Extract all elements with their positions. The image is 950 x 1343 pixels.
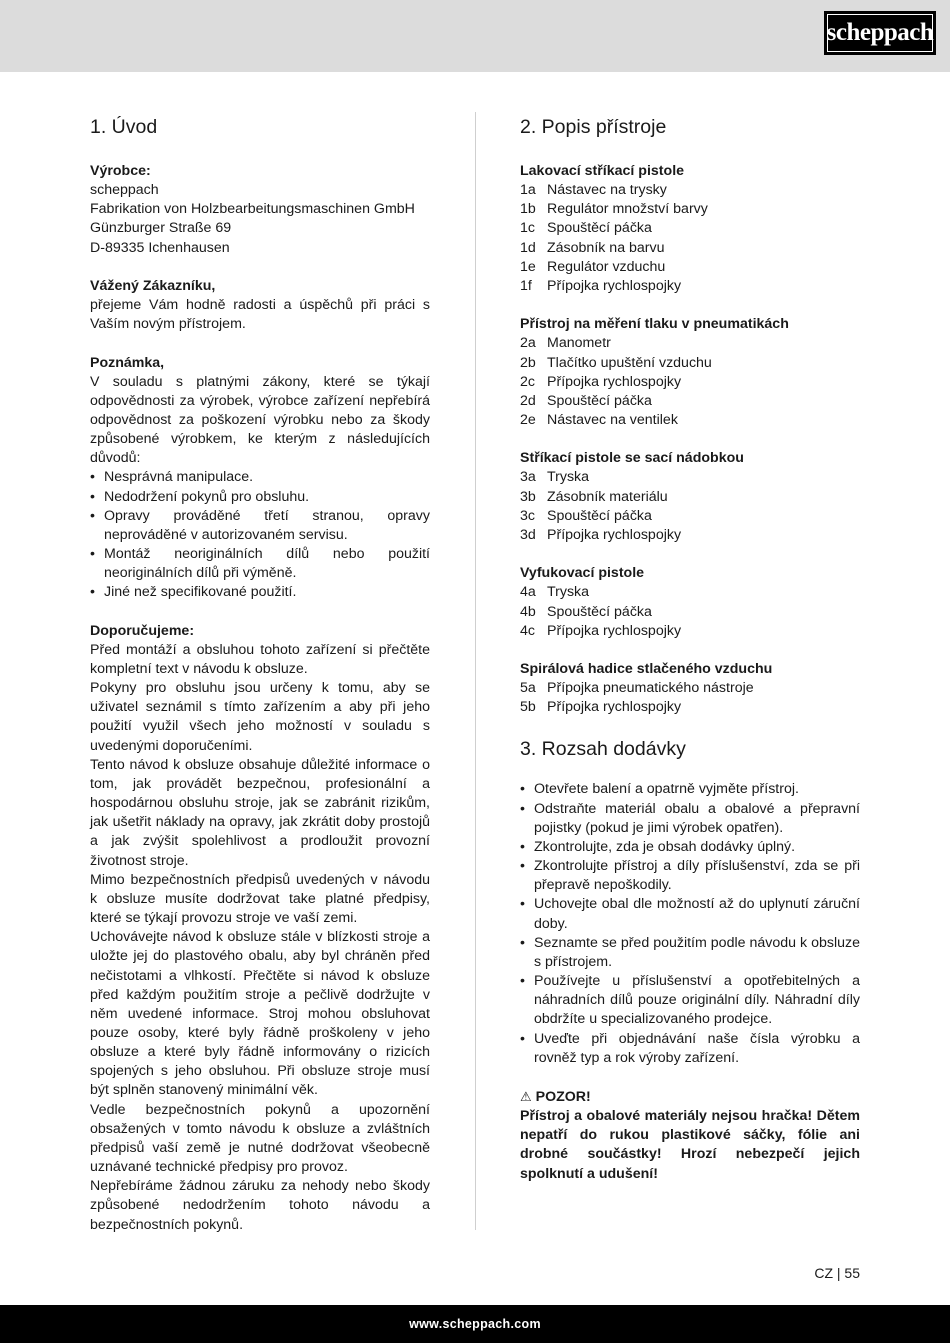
part-label: Regulátor vzduchu: [547, 258, 666, 275]
part-label: Přípojka rychlospojky: [547, 622, 682, 639]
part-row: [520, 622, 860, 641]
section-title-description: 2. Popis přístroje: [520, 116, 667, 138]
part-code: 1c: [520, 220, 535, 237]
part-row: [520, 507, 860, 526]
part-label: Regulátor množství barvy: [547, 201, 708, 218]
part-code: 4a: [520, 584, 536, 601]
section-title-intro: 1. Úvod: [90, 116, 158, 138]
list-item: • Uchovejte obal dle možností až do uplynutí záruční doby.: [520, 895, 860, 933]
part-label: Přípojka rychlospojky: [547, 373, 682, 390]
part-label: Spouštěcí páčka: [547, 392, 652, 409]
list-item: • Odstraňte materiál obalu a obalové a přepravní pojistky (pokud je jimi výrobek opatřen).: [520, 800, 860, 838]
scope-bullet-list: [520, 780, 860, 1067]
part-code: 1e: [520, 258, 536, 275]
part-label: Spouštěcí páčka: [547, 220, 652, 237]
part-code: 2b: [520, 354, 536, 371]
right-column: [520, 114, 860, 1184]
part-code: 1b: [520, 201, 536, 218]
part-row: [520, 603, 860, 622]
parts-group: [520, 449, 860, 545]
part-row: [520, 354, 860, 373]
list-item: • Jiné než specifikované použití.: [90, 583, 430, 602]
note-text: V souladu s platnými zákony, které se týkají odpovědnosti za výrobek, výrobce zařízení nepřebírá odpovědnost za poškození výrobku nebo za škody způsobené výrobkem, ke kterým z následujících důvodů:: [90, 373, 430, 467]
dear-text: přejeme Vám hodně radosti a úspěchů při práci s Vaším novým přístrojem.: [90, 297, 430, 333]
part-label: Přípojka pneumatického nástroje: [547, 680, 754, 697]
part-label: Nástavec na ventilek: [547, 412, 678, 429]
recommend-paragraph: Před montáží a obsluhou tohoto zařízení si přečtěte kompletní text v návodu k obsluze.: [90, 641, 430, 678]
part-row: [520, 200, 860, 219]
part-row: [520, 392, 860, 411]
part-label: Zásobník materiálu: [547, 488, 668, 505]
part-code: 2c: [520, 373, 535, 390]
recommend-paragraph: Pokyny pro obsluhu jsou určeny k tomu, aby se uživatel seznámil s tímto zařízením a aby při jeho použití využil všech jeho možností v souladu s uvedenými doporučeními.: [90, 680, 430, 754]
part-code: 3a: [520, 469, 536, 486]
part-code: 4b: [520, 603, 536, 620]
dear-customer-block: [90, 277, 430, 334]
note-bullet-list: [90, 468, 430, 602]
warning-title: POZOR!: [535, 1088, 591, 1105]
list-item: • Uveďte při objednávání naše čísla výrobku a rovněž typ a rok výroby zařízení.: [520, 1030, 860, 1068]
page-number: CZ | 55: [814, 1265, 860, 1281]
part-label: Spouštěcí páčka: [547, 603, 652, 620]
parts-group: [520, 660, 860, 717]
part-label: Zásobník na barvu: [547, 239, 665, 256]
part-row: [520, 411, 860, 430]
part-code: 1d: [520, 239, 536, 256]
parts-group-heading: Stříkací pistole se sací nádobkou: [520, 450, 744, 467]
warning-title-line: [520, 1087, 860, 1107]
part-row: [520, 258, 860, 277]
header-bar: [0, 0, 950, 72]
part-code: 2a: [520, 335, 536, 352]
part-row: [520, 679, 860, 698]
part-label: Nástavec na trysky: [547, 182, 667, 199]
part-label: Tlačítko upuštění vzduchu: [547, 354, 712, 371]
recommend-paragraph: Vedle bezpečnostních pokynů a upozornění obsažených v tomto návodu k obsluze a zvláštních předpisů vaší země je nutné dodržovat všeobecně uznávané technické předpisy pro provoz.: [90, 1101, 430, 1176]
parts-group-heading: Vyfukovací pistole: [520, 565, 645, 582]
note-block: [90, 354, 430, 603]
manufacturer-heading: Výrobce:: [90, 163, 151, 179]
note-heading: Poznámka,: [90, 354, 165, 371]
part-label: Tryska: [547, 584, 590, 601]
footer-bar: [0, 1305, 950, 1343]
part-code: 1f: [520, 277, 532, 294]
parts-group-heading: Spirálová hadice stlačeného vzduchu: [520, 661, 773, 677]
list-item: • Nedodržení pokynů pro obsluhu.: [90, 488, 430, 507]
part-row: [520, 698, 860, 717]
part-row: [520, 373, 860, 392]
column-divider: [475, 112, 476, 1230]
manufacturer-line: Günzburger Straße 69: [90, 220, 232, 237]
left-column: [90, 114, 430, 1235]
part-label: Manometr: [547, 335, 611, 352]
recommend-paragraph: Uchovávejte návod k obsluze stále v blízkosti stroje a uložte jej do plastového obalu, aby byl chráněn před nečistotami a vlhkostí. Přečtěte si návod k obsluze před každým použitím stroje a pečlivě dodržujte v něm uvedené informace. Stroj mohou obsluhovat pouze osoby, které byly řádně proškoleny v jeho obsluze a které byly řádně informovány o rizicích spojených s jeho obsluhou. Při obsluze stroje musí být splněn stanovený minimální věk.: [90, 929, 430, 1099]
part-code: 4c: [520, 622, 535, 639]
part-code: 3d: [520, 526, 536, 543]
recommend-block: [90, 622, 430, 1235]
part-row: [520, 334, 860, 353]
parts-group-heading: Přístroj na měření tlaku v pneumatikách: [520, 316, 789, 333]
part-code: 5a: [520, 680, 536, 697]
scheppach-logo: scheppach: [824, 11, 936, 55]
part-row: [520, 468, 860, 487]
list-item: • Otevřete balení a opatrně vyjměte přístroj.: [520, 780, 860, 799]
part-label: Spouštěcí páčka: [547, 507, 652, 524]
manufacturer-block: [90, 162, 430, 258]
recommend-paragraph: Mimo bezpečnostních předpisů uvedených v návodu k obsluze musíte dodržovat take platné předpisy, které se týkají provozu stroje ve vaší zemi.: [90, 871, 430, 927]
recommend-paragraph: Tento návod k obsluze obsahuje důležité informace o tom, jak provádět bezpečnou, profesionální a hospodárnou obsluhu stroje, jak se zabránit rizikům, jak ušetřit náklady na opravy, jak zkrátit doby prostojů a jak zvýšit spolehlivost a prodloužit provozní životnost stroje.: [90, 756, 430, 869]
part-label: Tryska: [547, 469, 590, 486]
part-code: 5b: [520, 699, 536, 716]
part-row: [520, 219, 860, 238]
part-label: Přípojka rychlospojky: [547, 699, 682, 716]
manufacturer-line: D-89335 Ichenhausen: [90, 239, 230, 256]
part-row: [520, 526, 860, 545]
footer-url: www.scheppach.com: [409, 1317, 541, 1331]
manufacturer-line: scheppach: [90, 182, 159, 199]
part-row: [520, 488, 860, 507]
warning-block: [520, 1087, 860, 1184]
recommend-paragraph: Nepřebíráme žádnou záruku za nehody nebo škody způsobené nedodržením tohoto návodu a bezpečnostních pokynů.: [90, 1178, 430, 1233]
list-item: • Zkontrolujte, zda je obsah dodávky úplný.: [520, 838, 860, 857]
list-item: • Opravy prováděné třetí stranou, opravy neprováděné v autorizovaném servisu.: [90, 507, 430, 545]
warning-text: Přístroj a obalové materiály nejsou hračka! Dětem nepatří do rukou plastikové sáčky, fólie ani drobné součástky! Hrozí nebezpečí jejich spolknutí a udušení!: [520, 1108, 860, 1182]
parts-group: [520, 315, 860, 430]
part-code: 2d: [520, 392, 536, 409]
list-item: • Nesprávná manipulace.: [90, 468, 430, 487]
list-item: • Používejte u příslušenství a opotřebitelných a náhradních dílů pouze originální díly. Náhradní díly obdržíte u specializovaného prodejce.: [520, 972, 860, 1029]
part-code: 3c: [520, 507, 535, 524]
parts-group: [520, 162, 860, 296]
part-row: [520, 181, 860, 200]
part-row: [520, 239, 860, 258]
part-label: Přípojka rychlospojky: [547, 526, 682, 543]
part-row: [520, 277, 860, 296]
part-code: 2e: [520, 412, 536, 429]
warning-triangle-icon: ⚠: [520, 1088, 532, 1104]
list-item: • Seznamte se před použitím podle návodu k obsluze s přístrojem.: [520, 934, 860, 972]
manufacturer-line: Fabrikation von Holzbearbeitungsmaschinen GmbH: [90, 201, 415, 218]
parts-group-heading: Lakovací stříkací pistole: [520, 163, 685, 179]
part-code: 3b: [520, 488, 536, 505]
part-label: Přípojka rychlospojky: [547, 277, 682, 294]
dear-heading: Vážený Zákazníku,: [90, 277, 216, 294]
recommend-heading: Doporučujeme:: [90, 622, 195, 639]
part-code: 1a: [520, 182, 536, 199]
section-title-scope: 3. Rozsah dodávky: [520, 738, 686, 761]
parts-group: [520, 564, 860, 641]
list-item: • Zkontrolujte přístroj a díly příslušenství, zda se při přepravě nepoškodily.: [520, 857, 860, 895]
part-row: [520, 583, 860, 602]
list-item: • Montáž neoriginálních dílů nebo použití neoriginálních dílů při výměně.: [90, 545, 430, 583]
